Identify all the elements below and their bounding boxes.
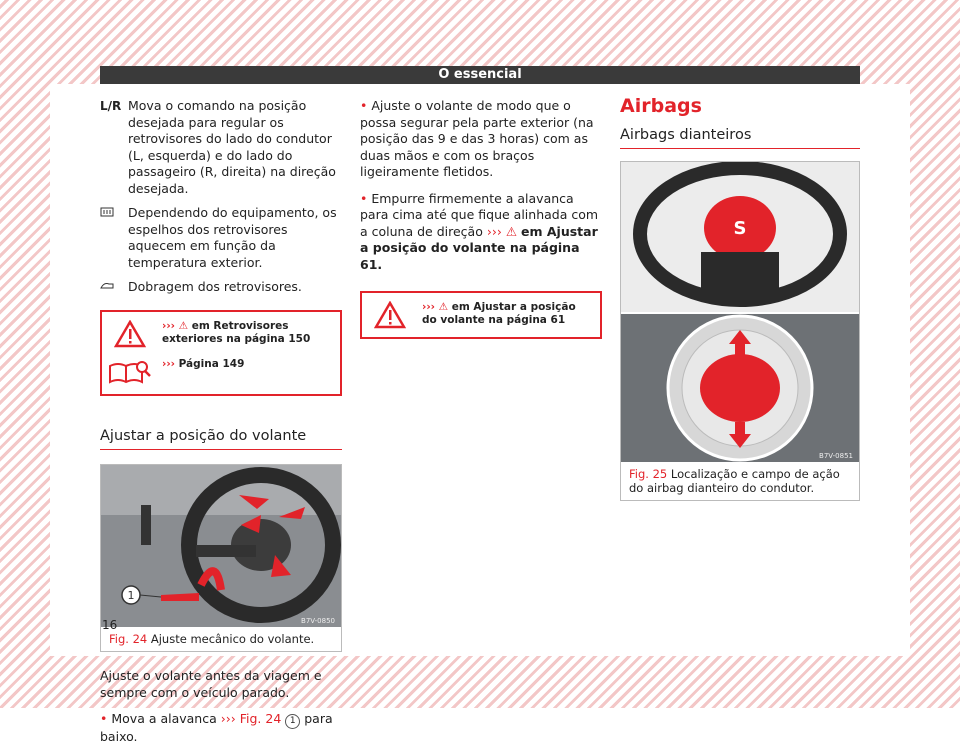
heat-text: Dependendo do equipamento, os espelhos dos retrovisores aquecem em função da temperatura exterior. [128, 205, 337, 270]
lr-text: Mova o comando na posição desejada para regular os retrovisores do lado do condutor (L, esquerda) e do lado do passageiro (R, direita) na direção desejada. [128, 98, 336, 196]
airbag-image [621, 162, 859, 462]
mirror-row-heat [100, 205, 342, 271]
section-title-wheel: Ajustar a posição do volante [100, 428, 342, 451]
airbags-subtitle: Airbags dianteiros [620, 127, 860, 150]
warning-triangle-icon [108, 320, 152, 348]
warning-line-2 [368, 301, 594, 329]
figure-25 [620, 161, 860, 501]
book-line [108, 358, 334, 386]
wheel-intro: Ajuste o volante antes da viagem e sempre com o veículo parado. [100, 668, 322, 700]
page-number: 16 [102, 618, 118, 632]
book-magnifier-icon [108, 358, 152, 386]
lr-key: L/R [100, 99, 122, 113]
steering-adjust-image [101, 465, 341, 627]
airbags-title: Airbags [620, 95, 702, 117]
column-2 [360, 98, 602, 339]
svg-text:1: 1 [127, 589, 135, 602]
callout-1-badge: 1 [285, 714, 300, 729]
page-header: O essencial [100, 66, 860, 84]
page-ref-link[interactable]: ››› Página 149 [162, 357, 245, 370]
mirror-row-fold [100, 279, 342, 298]
fold-mirror-icon [100, 279, 128, 298]
figure-24 [100, 464, 342, 652]
image-code: B7V-0850 [301, 617, 335, 625]
warning-box-2 [360, 291, 602, 339]
figure-25-caption: Fig. 25 Localização e campo de ação do airbag dianteiro do condutor. [629, 467, 840, 495]
figure-24-caption: Fig. 24 Ajuste mecânico do volante. [109, 632, 315, 646]
column-3 [620, 95, 860, 501]
svg-text:S: S [733, 218, 747, 239]
warning-triangle-icon [368, 301, 412, 329]
warning-link-2[interactable]: ››› ⚠ em Ajustar a posição do volante na página 61 [422, 301, 576, 326]
image-code: B7V-0851 [819, 452, 853, 460]
fold-text: Dobragem dos retrovisores. [128, 279, 302, 294]
adjust-bullet-1: • Ajuste o volante de modo que o possa segurar pela parte exterior (na posição das 9 e das 3 horas) com as duas mãos e com os braços ligeiramente fletidos. [360, 98, 594, 179]
heated-mirror-icon [100, 205, 128, 271]
lever-bullet: • Mova a alavanca ››› Fig. 24 1 para baixo. [100, 711, 333, 744]
warning-line [108, 320, 334, 348]
column-1 [100, 98, 342, 746]
mirror-row-lr [100, 98, 342, 197]
warning-link-text[interactable]: ››› ⚠ em Retrovisores exteriores na página 150 [162, 319, 311, 345]
warning-box-1 [100, 310, 342, 396]
adjust-bullet-2: • Empurre firmemente a alavanca para cima até que fique alinhada com a coluna de direção ››› ⚠ em Ajustar a posição do volante na página 61. [360, 190, 599, 272]
